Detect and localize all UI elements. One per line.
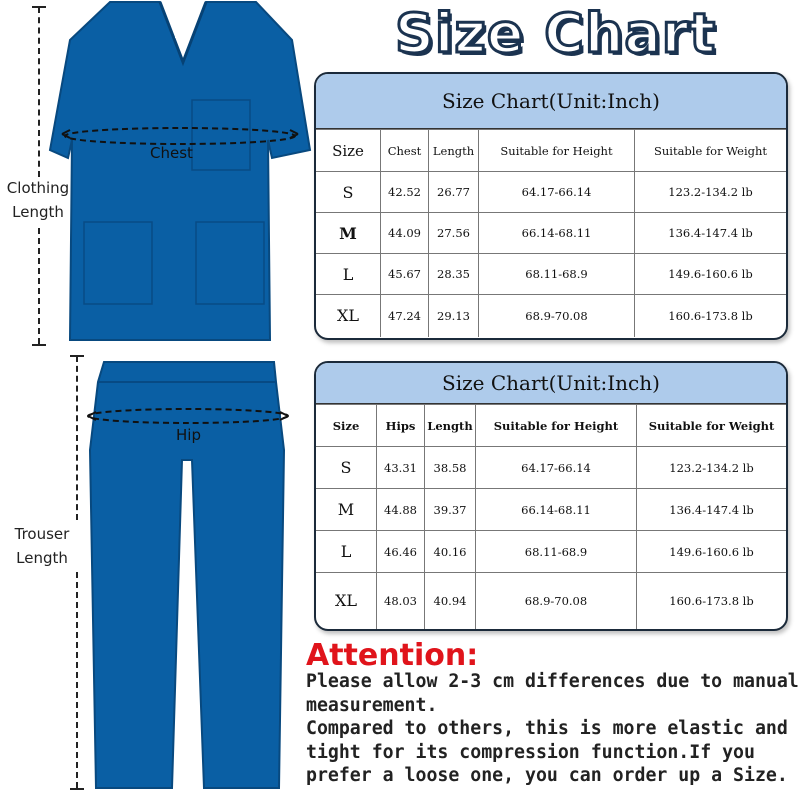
page-title: Size Chart [395,2,717,65]
top-table-caption: Size Chart(Unit:Inch) [316,74,786,129]
trouser-length-line-lower [76,572,78,788]
hips-cell: 43.31 [377,447,425,489]
height-cell: 68.11-68.9 [476,531,637,573]
trouser-length-line [76,356,78,520]
height-cell: 68.9-70.08 [479,295,635,337]
size-cell: XL [316,573,377,629]
table-row [316,447,786,489]
table-row [316,295,786,337]
size-cell: M [316,489,377,531]
length-cell: 39.37 [425,489,476,531]
header-size: Size [316,130,381,172]
length-cell: 28.35 [429,254,479,295]
top-size-table [314,72,788,340]
hips-cell: 46.46 [377,531,425,573]
height-cell: 66.14-68.11 [476,489,637,531]
table-row [316,573,786,629]
chest-label: Chest [150,144,193,162]
header-length: Length [425,405,476,447]
length-cell: 27.56 [429,213,479,254]
trouser-length-label-line2: Length [16,549,68,567]
header-weight: Suitable for Weight [635,130,787,172]
size-cell: L [316,254,381,295]
weight-cell: 160.6-173.8 lb [635,295,787,337]
chest-cell: 44.09 [381,213,429,254]
height-cell: 66.14-68.11 [479,213,635,254]
length-cell: 26.77 [429,172,479,213]
length-cell: 29.13 [429,295,479,337]
height-cell: 68.9-70.08 [476,573,637,629]
chest-cell: 45.67 [381,254,429,295]
scrub-trousers-image [84,360,296,790]
hips-cell: 48.03 [377,573,425,629]
header-length: Length [429,130,479,172]
size-cell: XL [316,295,381,337]
weight-cell: 123.2-134.2 lb [635,172,787,213]
weight-cell: 149.6-160.6 lb [637,531,787,573]
clothing-length-label-line1: Clothing [6,179,70,197]
weight-cell: 160.6-173.8 lb [637,573,787,629]
chest-cell: 42.52 [381,172,429,213]
size-cell: L [316,531,377,573]
header-height: Suitable for Height [479,130,635,172]
attention-notes [306,670,800,788]
size-cell: S [316,447,377,489]
length-cell: 40.16 [425,531,476,573]
size-cell: S [316,172,381,213]
table-row [316,531,786,573]
scrub-top-image [40,0,320,345]
header-size: Size [316,405,377,447]
bottom-table-grid [316,404,786,629]
length-cell: 38.58 [425,447,476,489]
height-cell: 68.11-68.9 [479,254,635,295]
size-cell: M [316,213,381,254]
weight-cell: 136.4-147.4 lb [635,213,787,254]
header-height: Suitable for Height [476,405,637,447]
table-row [316,213,786,254]
trouser-length-bottom-tick [70,788,84,790]
header-hips: Hips [377,405,425,447]
attention-note-measurement: Please allow 2-3 cm differences due to manual measurement. [306,671,799,716]
height-cell: 64.17-66.14 [479,172,635,213]
top-table-grid [316,129,786,337]
weight-cell: 136.4-147.4 lb [637,489,787,531]
table-row [316,172,786,213]
weight-cell: 123.2-134.2 lb [637,447,787,489]
hips-cell: 44.88 [377,489,425,531]
trouser-size-table [314,361,788,631]
height-cell: 64.17-66.14 [476,447,637,489]
table-row [316,489,786,531]
header-chest: Chest [381,130,429,172]
attention-heading: Attention: [306,638,479,673]
trouser-length-label [4,522,80,570]
trouser-length-label-line1: Trouser [14,525,70,543]
length-cell: 40.94 [425,573,476,629]
hip-label: Hip [176,426,201,444]
attention-note-elastic: Compared to others, this is more elastic and tight for its compression function.If you prefer a loose one, you can order up a Size. [306,718,788,786]
chest-cell: 47.24 [381,295,429,337]
table-row [316,254,786,295]
clothing-length-label-line2: Length [12,203,64,221]
bottom-table-caption: Size Chart(Unit:Inch) [316,363,786,404]
header-weight: Suitable for Weight [637,405,787,447]
weight-cell: 149.6-160.6 lb [635,254,787,295]
